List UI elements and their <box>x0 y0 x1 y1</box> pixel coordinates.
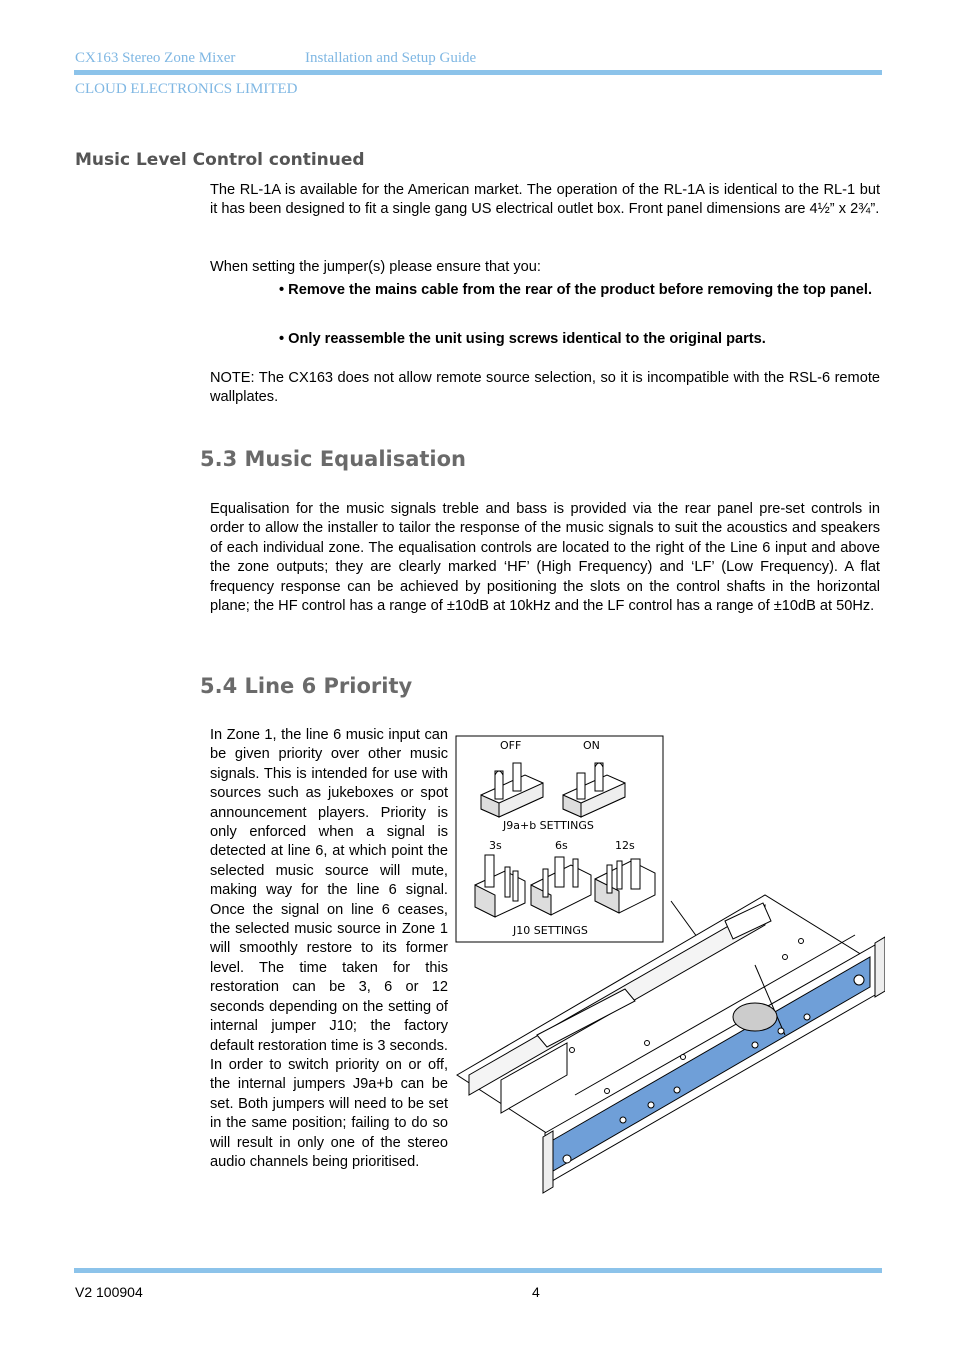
bullet-reassemble: • Only reassemble the unit using screws identical to the original parts. <box>279 331 766 347</box>
header-rule <box>74 70 882 75</box>
jumper-figure <box>455 735 885 1215</box>
j10-caption: J10 SETTINGS <box>513 924 588 937</box>
bullet-remove-mains: • Remove the mains cable from the rear of the product before removing the top panel. <box>279 282 873 298</box>
header-product: CX163 Stereo Zone Mixer <box>75 50 236 66</box>
jumper-diagram <box>455 735 885 1215</box>
label-12s: 12s <box>615 839 635 852</box>
page-number: 4 <box>532 1284 540 1300</box>
equalisation-body: Equalisation for the music signals treble and bass is provided via the rear panel pre-set controls in order to allow the installer to tailor the response of the music signals to suit the acoustics and speakers of each individual zone. The equalisation controls are located to the right of the Line 6 input and above the zone outputs; they are clearly marked ‘HF’ (High Frequency) and ‘LF’ (Low Frequency). A flat frequency response can be achieved by positioning the slots on the control shafts in the horizontal plane; the HF control has a range of ±10dB at 10kHz and the LF control has a range of ±10dB at 50Hz. <box>210 501 880 615</box>
music-level-heading: Music Level Control continued <box>75 150 365 170</box>
header-guide: Installation and Setup Guide <box>305 50 477 66</box>
label-6s: 6s <box>555 839 568 852</box>
on-label: ON <box>583 739 600 752</box>
music-level-note: NOTE: The CX163 does not allow remote source selection, so it is incompatible with the RSL-6 remote wallplates. <box>210 370 880 406</box>
footer-version: V2 100904 <box>75 1284 143 1300</box>
header-company: CLOUD ELECTRONICS LIMITED <box>75 81 298 97</box>
priority-heading: 5.4 Line 6 Priority <box>200 674 413 698</box>
footer-rule <box>74 1268 882 1273</box>
priority-body: In Zone 1, the line 6 music input can be given priority over other music signals. This is intended for use with sources such as jukeboxes or spot announcement players. Priority is only enforced when a signal is detected at line 6, at which point the selected music source will mute, making way for the line 6 signal. Once the signal on line 6 ceases, the selected music source in Zone 1 will smoothly restore to its former level. The time taken for this restoration can be 3, 6 or 12 seconds depending on the setting of internal jumper J10; the factory default restoration time is 3 seconds. In order to switch priority on or off, the internal jumpers J9a+b can be set. Both jumpers will need to be set in the same position; failing to do so will result in only one of the stereo audio channels being prioritised. <box>210 727 448 1170</box>
music-level-para1: The RL-1A is available for the American market. The operation of the RL-1A is identical to the RL-1 but it has been designed to fit a single gang US electrical outlet box. Front panel dimensions are 4½” x 2¾”. <box>210 182 880 218</box>
off-label: OFF <box>500 739 522 752</box>
label-3s: 3s <box>489 839 502 852</box>
j9-caption: J9a+b SETTINGS <box>503 819 594 832</box>
music-level-para2: When setting the jumper(s) please ensure that you: <box>210 259 541 275</box>
equalisation-heading: 5.3 Music Equalisation <box>200 447 466 471</box>
